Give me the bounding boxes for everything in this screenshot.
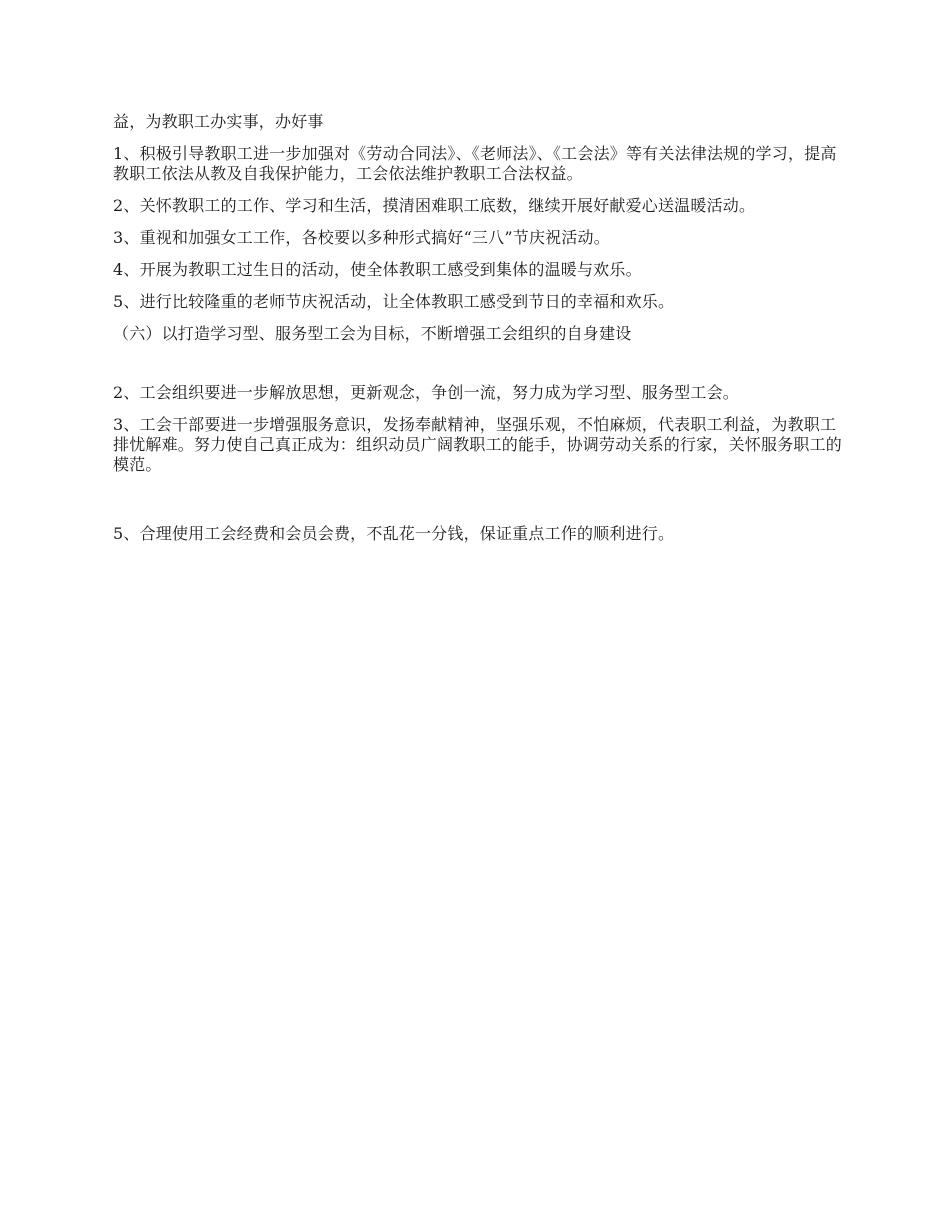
paragraph-item-3: 3、重视和加强女工工作，各校要以多种形式搞好“三八”节庆祝活动。	[113, 228, 610, 247]
section-heading-6: （六）以打造学习型、服务型工会为目标，不断增强工会组织的自身建设	[113, 324, 632, 343]
paragraph-item-1: 1、积极引导教职工进一步加强对《劳动合同法》、《老师法》、《工会法》等有关法律法规的学习，提高教职工依法从教及自我保护能力，工会依法维护教职工合法权益。	[113, 144, 837, 183]
paragraph-item-4: 4、开展为教职工过生日的活动，使全体教职工感受到集体的温暖与欢乐。	[113, 260, 642, 279]
paragraph-section6-item-5: 5、合理使用工会经费和会员会费，不乱花一分钱，保证重点工作的顺利进行。	[113, 524, 675, 543]
paragraph-item-5: 5、进行比较隆重的老师节庆祝活动，让全体教职工感受到节日的幸福和欢乐。	[113, 292, 675, 311]
paragraph-intro: 益，为教职工办实事，办好事	[113, 112, 324, 131]
paragraph-item-2: 2、关怀教职工的工作、学习和生活，摸清困难职工底数，继续开展好献爱心送温暖活动。	[113, 196, 756, 215]
document-body	[113, 112, 843, 556]
blank-line	[113, 356, 843, 383]
paragraph-section6-item-3: 3、工会干部要进一步增强服务意识，发扬奉献精神，坚强乐观，不怕麻烦，代表职工利益，为教职工排忧解难。努力使自己真正成为：组织动员广阔教职工的能手，协调劳动关系的行家，关怀服务职工的模范。	[113, 415, 843, 474]
paragraph-section6-item-2: 2、工会组织要进一步解放思想，更新观念，争创一流，努力成为学习型、服务型工会。	[113, 383, 739, 402]
blank-line	[113, 487, 843, 524]
